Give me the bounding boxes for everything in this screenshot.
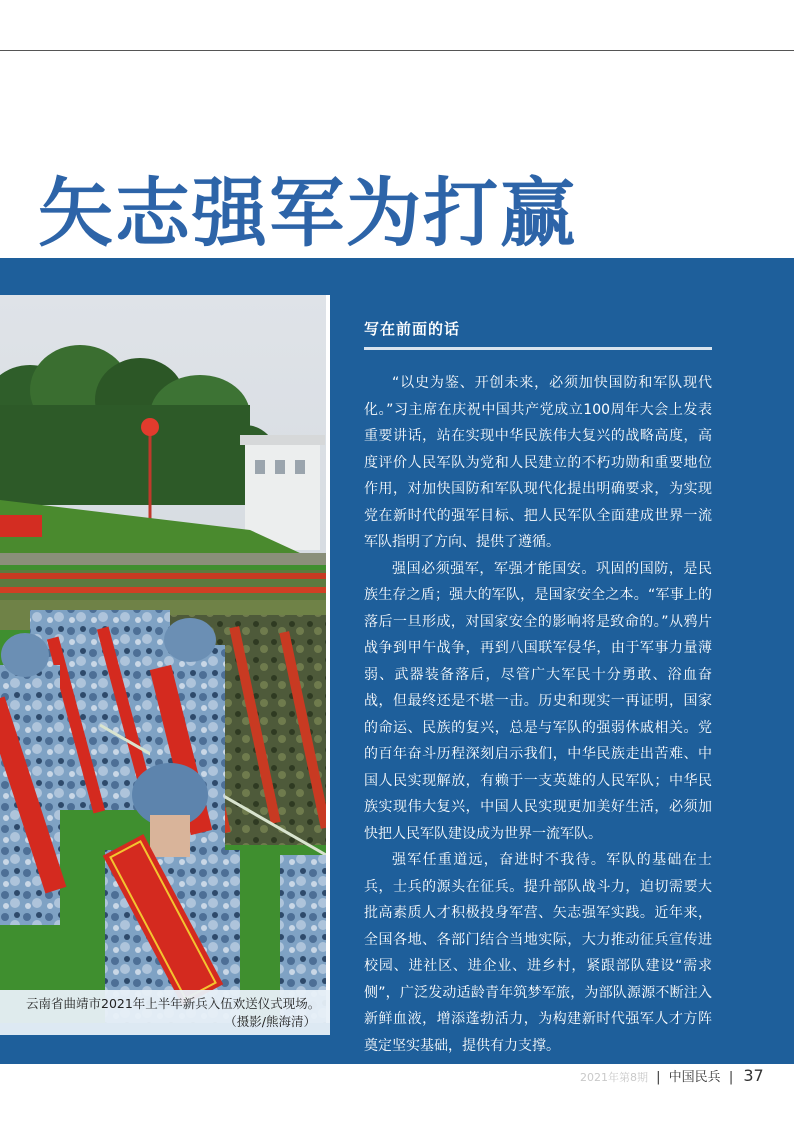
photo-caption [0, 990, 330, 1035]
footer-magazine: 中国民兵 [668, 1070, 721, 1085]
caption-text: 云南省曲靖市2021年上半年新兵入伍欢送仪式现场。 [26, 996, 321, 1011]
footer-issue: 2021年第8期 [580, 1071, 648, 1084]
paragraph-3: 强军任重道远，奋进时不我待。军队的基础在士兵，士兵的源头在征兵。提升部队战斗力，迫切需要大批高素质人才积极投身军营、矢志强军实践。近年来，全国各地、各部门结合当地实际，大力推动征兵宣传进校园、进社区、进企业、进乡村，紧跟部队建设“需求侧”，广泛发动适龄青年筑梦军旅，为部队源源不断注入新鲜血液，增添蓬勃活力，为构建新时代强军人才方阵奠定坚实基础，提供有力支撑。 [364, 852, 712, 1054]
section-heading: 写在前面的话 [364, 318, 712, 350]
paragraph-1: “以史为鉴、开创未来，必须加快国防和军队现代化。”习主席在庆祝中国共产党成立100周年大会上发表重要讲话，站在实现中华民族伟大复兴的战略高度，高度评价人民军队为党和人民建立的不朽功勋和重要地位作用，对加快国防和军队现代化提出明确要求，为实现党在新时代的强军目标、把人民军队全面建成世界一流军队指明了方向、提供了遵循。 [364, 375, 712, 550]
caption-credit: （摄影/熊海清） [224, 1014, 316, 1029]
article-title: 矢志强军为打赢 [38, 169, 578, 258]
soldier-left [0, 633, 66, 925]
page-number: 37 [743, 1066, 764, 1085]
ceremony-photo [0, 295, 330, 1023]
footer-separator-2: | [728, 1070, 734, 1085]
top-rule [0, 50, 794, 51]
footer-separator: | [656, 1070, 661, 1085]
foreword-panel [364, 318, 712, 1059]
paragraph-2: 强国必须强军，军强才能国安。巩固的国防，是民族生存之盾；强大的军队，是国家安全之本。“军事上的落后一旦形成，对国家安全的影响将是致命的。”从鸦片战争到甲午战争，再到八国联军侵华，由于军事力量薄弱、武器装备落后，尽管广大军民十分勇敢、浴血奋战，但最终还是不堪一击。历史和现实一再证明，国家的命运、民族的复兴，总是与军队的强弱休戚相关。党的百年奋斗历程深刻启示我们，中华民族走出苦难、中国人民实现解放，有赖于一支英雄的人民军队；中华民族实现伟大复兴，中国人民实现更加美好生活，必须加快把人民军队建设成为世界一流军队。 [364, 560, 712, 842]
page-footer [580, 1066, 764, 1086]
